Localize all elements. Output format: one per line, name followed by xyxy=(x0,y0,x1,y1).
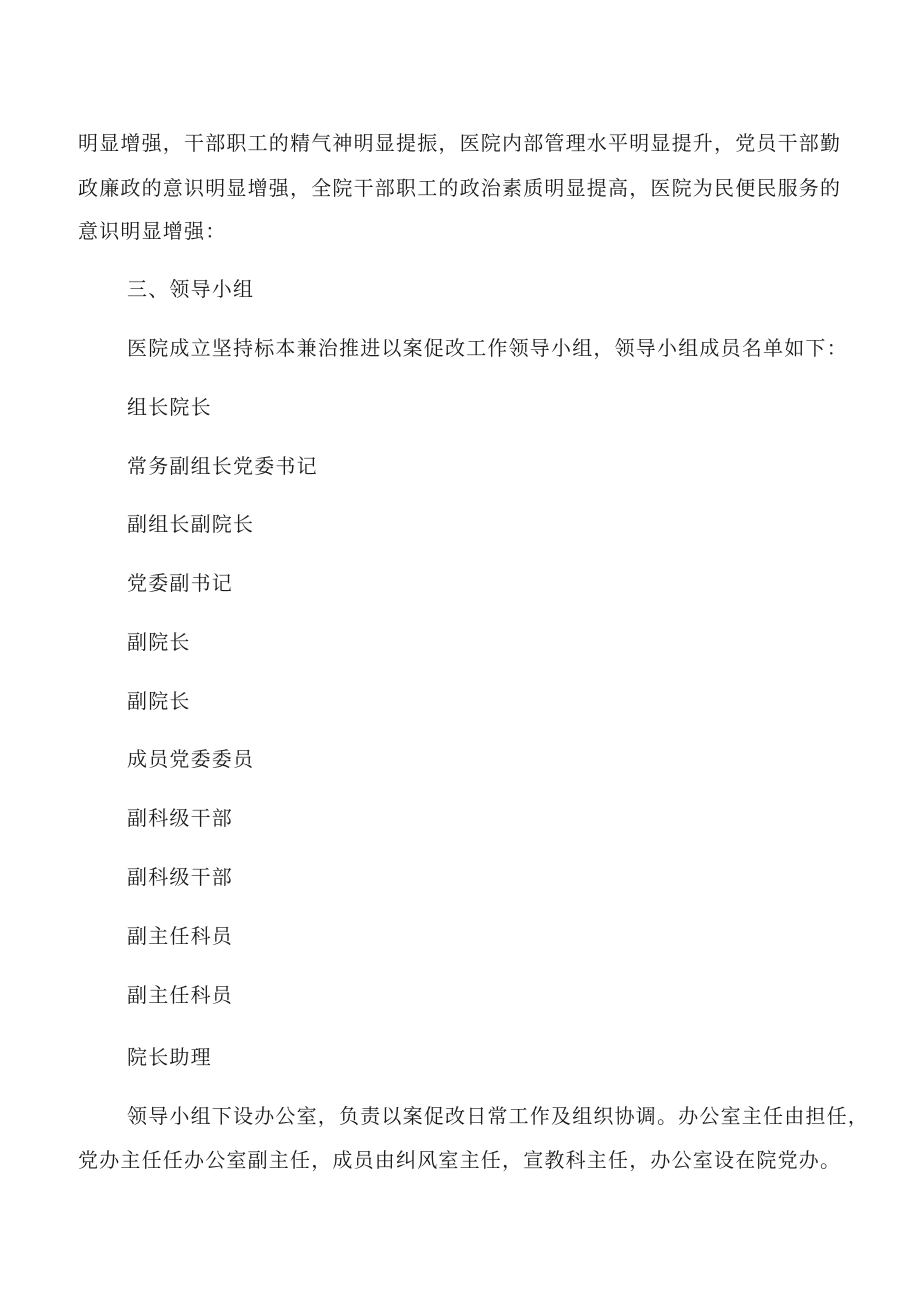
section-heading: 三、领导小组 xyxy=(127,277,255,301)
member-item: 副院长 xyxy=(127,689,191,713)
last-paragraph-line-2: 党办主任任办公室副主任，成员由纠风室主任，宣教科主任，办公室设在院党办。 xyxy=(78,1148,842,1172)
last-paragraph-line-1: 领导小组下设办公室，负责以案促改日常工作及组织协调。办公室主任由担任， xyxy=(127,1104,869,1128)
member-item: 副主任科员 xyxy=(127,983,233,1007)
member-item: 副组长副院长 xyxy=(127,512,255,536)
paragraph-1-line-2: 政廉政的意识明显增强，全院干部职工的政治素质明显提高，医院为民便民服务的 xyxy=(78,176,842,200)
member-item: 成员党委委员 xyxy=(127,747,255,771)
member-item: 院长助理 xyxy=(127,1045,212,1069)
member-item: 副科级干部 xyxy=(127,865,233,889)
paragraph-1-line-3: 意识明显增强： xyxy=(78,219,227,243)
member-item: 副科级干部 xyxy=(127,806,233,830)
member-item: 组长院长 xyxy=(127,395,212,419)
member-item: 副院长 xyxy=(127,630,191,654)
member-item: 常务副组长党委书记 xyxy=(127,454,318,478)
member-item: 党委副书记 xyxy=(127,571,233,595)
intro-paragraph: 医院成立坚持标本兼治推进以案促改工作领导小组，领导小组成员名单如下： xyxy=(127,336,848,360)
member-item: 副主任科员 xyxy=(127,924,233,948)
paragraph-1-line-1: 明显增强，干部职工的精气神明显提振，医院内部管理水平明显提升，党员干部勤 xyxy=(78,131,842,155)
